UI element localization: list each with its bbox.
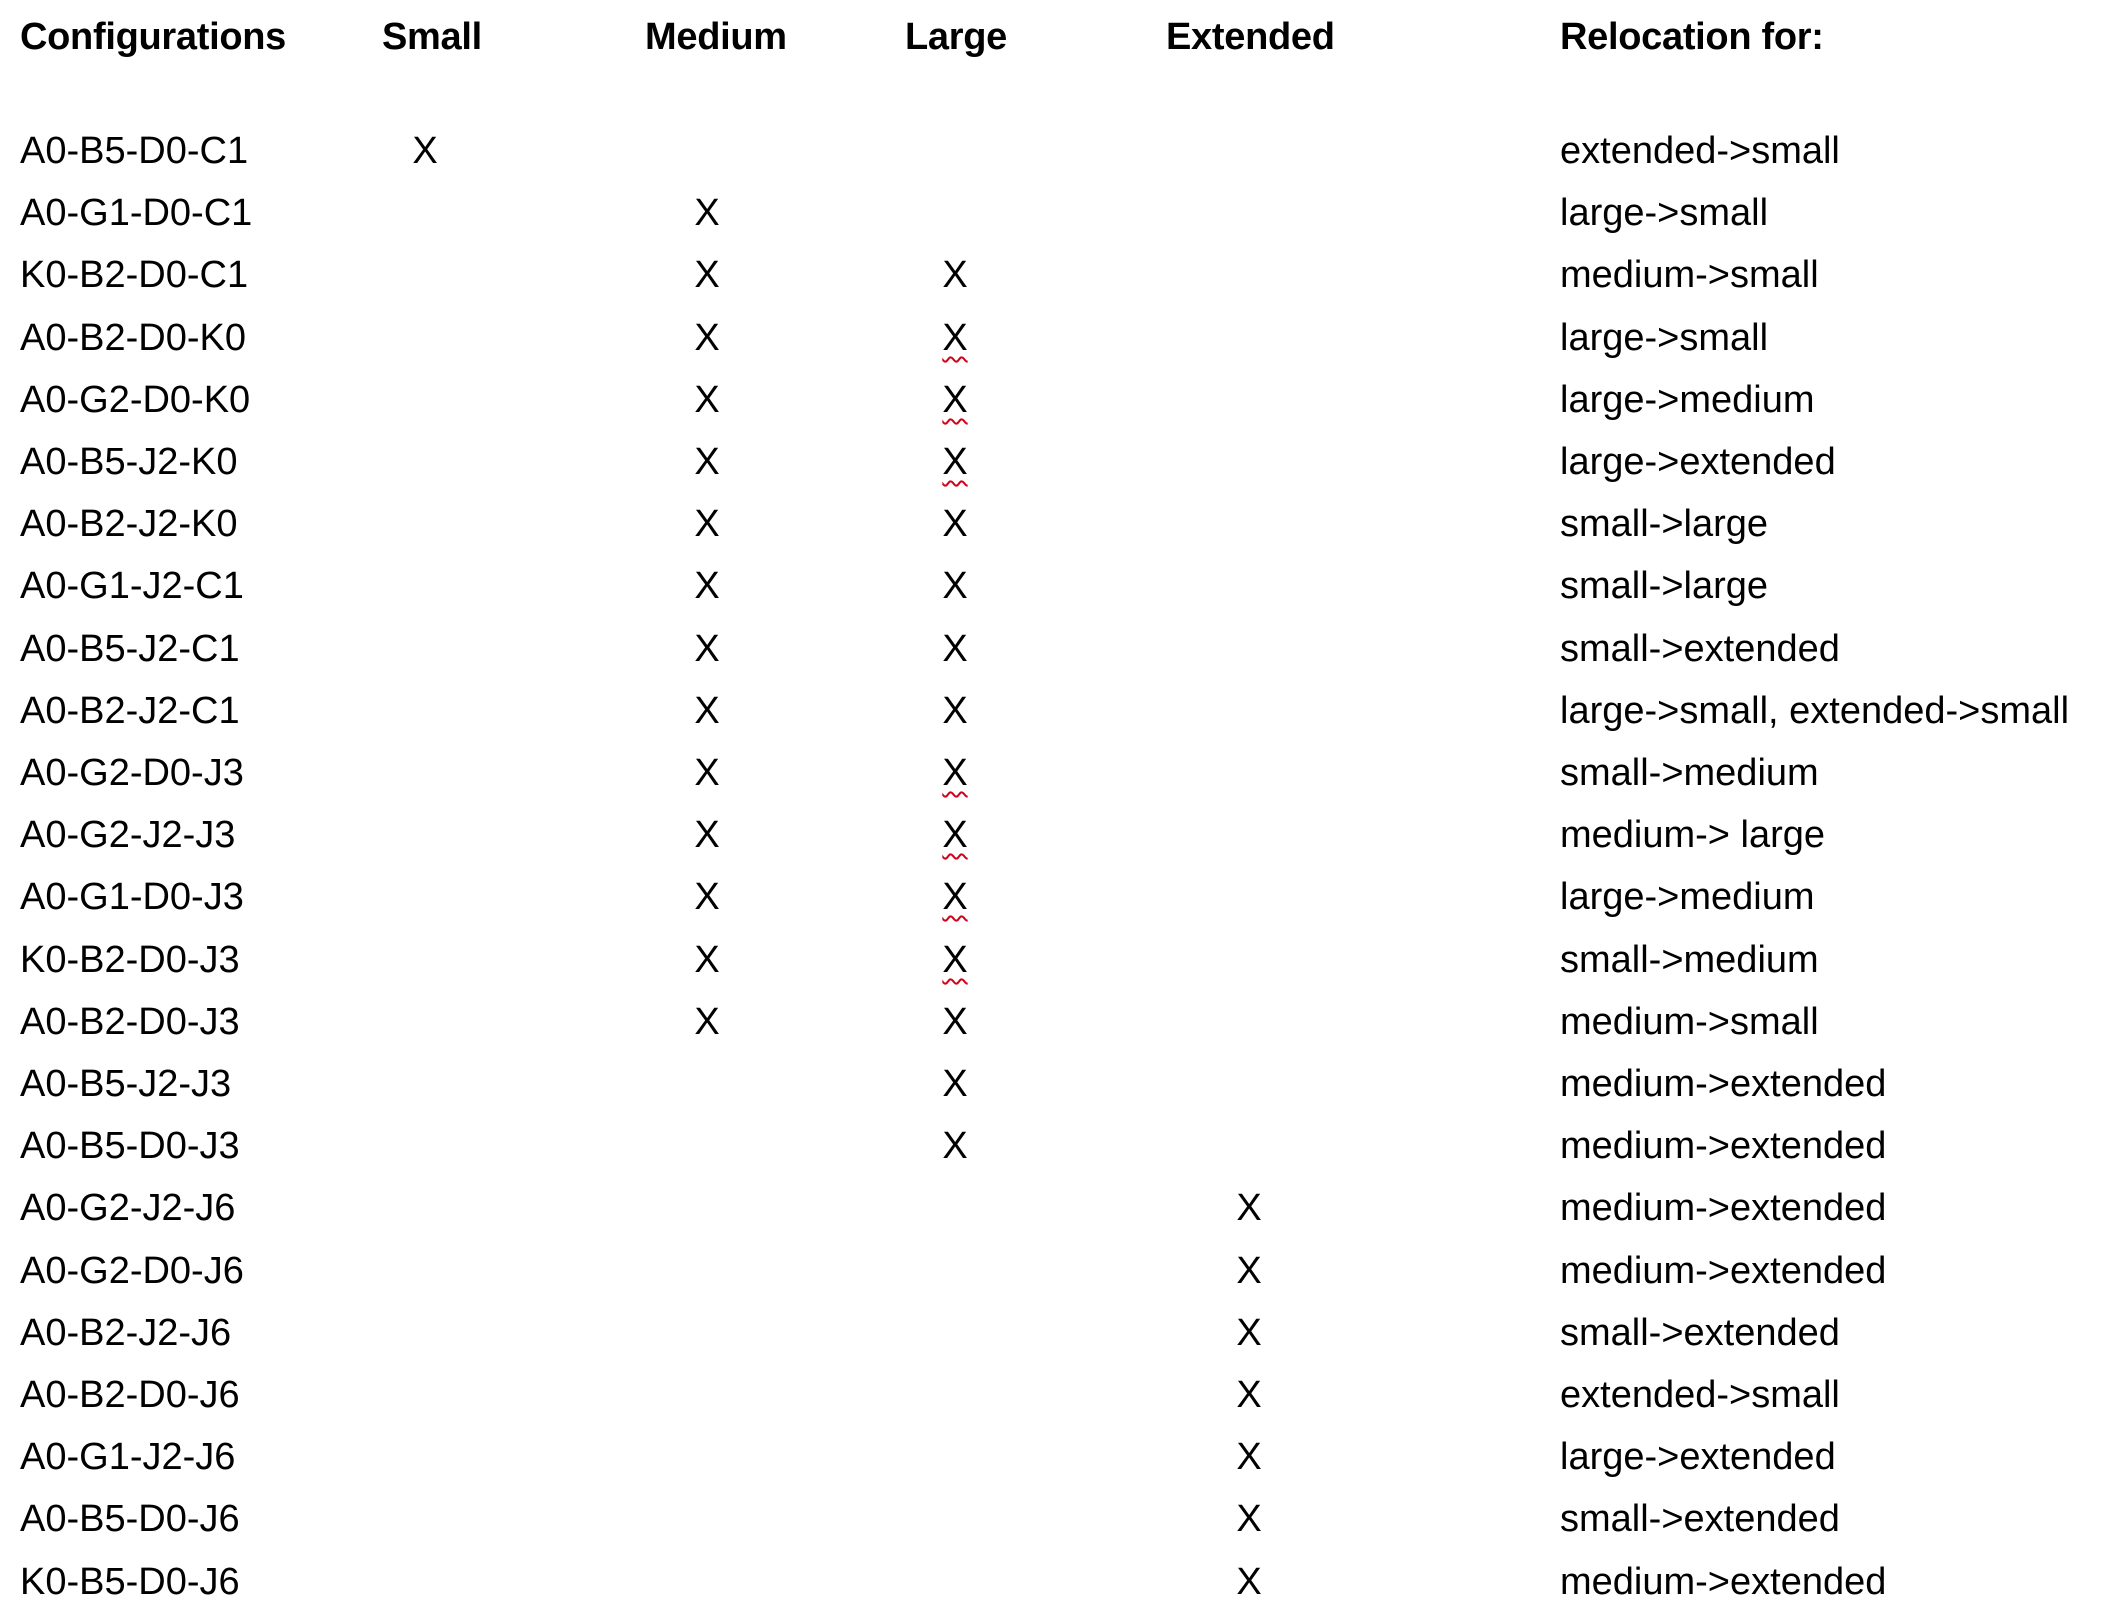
relocation-cell: small->large <box>1560 503 1769 545</box>
large-cell: X <box>942 814 968 856</box>
relocation-cell: large->medium <box>1560 379 1815 421</box>
medium-cell: X <box>694 876 720 918</box>
config-cell: K0-B2-D0-C1 <box>20 254 249 296</box>
config-cell: A0-B5-D0-J3 <box>20 1125 240 1167</box>
config-cell: A0-B2-D0-K0 <box>20 317 246 359</box>
extended-cell: X <box>1236 1498 1262 1540</box>
large-cell: X <box>942 939 968 981</box>
relocation-cell: medium->extended <box>1560 1125 1887 1167</box>
config-cell: K0-B2-D0-J3 <box>20 939 240 981</box>
table-row <box>0 431 2102 493</box>
large-cell: X <box>942 1125 968 1167</box>
relocation-cell: large->small, extended->small <box>1560 690 2070 732</box>
medium-cell: X <box>694 379 720 421</box>
table-row <box>0 1053 2102 1115</box>
extended-cell: X <box>1236 1436 1262 1478</box>
config-cell: A0-G1-D0-C1 <box>20 192 253 234</box>
config-cell: A0-B5-J2-C1 <box>20 628 240 670</box>
extended-cell: X <box>1236 1187 1262 1229</box>
config-cell: A0-G1-J2-C1 <box>20 565 244 607</box>
table-row <box>0 929 2102 991</box>
config-cell: A0-B2-D0-J6 <box>20 1374 240 1416</box>
config-cell: A0-B5-D0-J6 <box>20 1498 240 1540</box>
table-row <box>0 680 2102 742</box>
extended-cell: X <box>1236 1312 1262 1354</box>
table-row <box>0 618 2102 680</box>
extended-cell: X <box>1236 1250 1262 1292</box>
medium-cell: X <box>694 317 720 359</box>
config-cell: A0-G2-D0-J3 <box>20 752 244 794</box>
table-row <box>0 1177 2102 1239</box>
medium-cell: X <box>694 192 720 234</box>
relocation-cell: medium->small <box>1560 1001 1819 1043</box>
table-row <box>0 244 2102 306</box>
relocation-cell: medium->extended <box>1560 1063 1887 1105</box>
medium-cell: X <box>694 254 720 296</box>
config-cell: K0-B5-D0-J6 <box>20 1561 240 1603</box>
extended-cell: X <box>1236 1561 1262 1603</box>
relocation-cell: large->extended <box>1560 441 1836 483</box>
table-row <box>0 1551 2102 1613</box>
table-row <box>0 182 2102 244</box>
medium-cell: X <box>694 814 720 856</box>
large-cell: X <box>942 565 968 607</box>
relocation-cell: small->large <box>1560 565 1769 607</box>
large-cell: X <box>942 503 968 545</box>
extended-cell: X <box>1236 1374 1262 1416</box>
table-row <box>0 555 2102 617</box>
table-row <box>0 991 2102 1053</box>
table-row <box>0 1302 2102 1364</box>
config-cell: A0-B2-J2-K0 <box>20 503 238 545</box>
header-relocation: Relocation for: <box>1560 16 1824 58</box>
large-cell: X <box>942 1001 968 1043</box>
config-cell: A0-G1-J2-J6 <box>20 1436 236 1478</box>
relocation-cell: large->small <box>1560 192 1769 234</box>
config-cell: A0-B2-J2-J6 <box>20 1312 232 1354</box>
table-row <box>0 742 2102 804</box>
table-row <box>0 1488 2102 1550</box>
relocation-cell: extended->small <box>1560 1374 1840 1416</box>
medium-cell: X <box>694 939 720 981</box>
config-cell: A0-B5-J2-K0 <box>20 441 238 483</box>
medium-cell: X <box>694 565 720 607</box>
medium-cell: X <box>694 752 720 794</box>
table-row <box>0 1240 2102 1302</box>
large-cell: X <box>942 628 968 670</box>
relocation-cell: large->medium <box>1560 876 1815 918</box>
large-cell: X <box>942 317 968 359</box>
table-row <box>0 1426 2102 1488</box>
relocation-cell: medium->extended <box>1560 1250 1887 1292</box>
relocation-cell: small->extended <box>1560 628 1840 670</box>
relocation-cell: medium->extended <box>1560 1187 1887 1229</box>
relocation-cell: medium->extended <box>1560 1561 1887 1603</box>
header-small: Small <box>382 16 482 58</box>
large-cell: X <box>942 876 968 918</box>
config-cell: A0-G2-J2-J3 <box>20 814 236 856</box>
table-row <box>0 493 2102 555</box>
table-row <box>0 120 2102 182</box>
medium-cell: X <box>694 628 720 670</box>
medium-cell: X <box>694 690 720 732</box>
medium-cell: X <box>694 1001 720 1043</box>
large-cell: X <box>942 1063 968 1105</box>
config-cell: A0-B5-J2-J3 <box>20 1063 232 1105</box>
large-cell: X <box>942 690 968 732</box>
table-row <box>0 804 2102 866</box>
header-large: Large <box>905 16 1007 58</box>
config-cell: A0-B5-D0-C1 <box>20 130 249 172</box>
config-cell: A0-B2-D0-J3 <box>20 1001 240 1043</box>
table-row <box>0 866 2102 928</box>
relocation-cell: large->extended <box>1560 1436 1836 1478</box>
large-cell: X <box>942 379 968 421</box>
small-cell: X <box>412 130 438 172</box>
large-cell: X <box>942 254 968 296</box>
table-row <box>0 307 2102 369</box>
config-cell: A0-G1-D0-J3 <box>20 876 244 918</box>
config-cell: A0-B2-J2-C1 <box>20 690 240 732</box>
config-cell: A0-G2-D0-K0 <box>20 379 251 421</box>
relocation-cell: small->extended <box>1560 1312 1840 1354</box>
header-medium: Medium <box>645 16 787 58</box>
header-configurations: Configurations <box>20 16 286 58</box>
relocation-cell: extended->small <box>1560 130 1840 172</box>
relocation-cell: medium-> large <box>1560 814 1826 856</box>
relocation-cell: small->extended <box>1560 1498 1840 1540</box>
relocation-cell: medium->small <box>1560 254 1819 296</box>
table-row <box>0 1364 2102 1426</box>
medium-cell: X <box>694 503 720 545</box>
large-cell: X <box>942 752 968 794</box>
relocation-cell: large->small <box>1560 317 1769 359</box>
large-cell: X <box>942 441 968 483</box>
relocation-cell: small->medium <box>1560 939 1819 981</box>
table-header-row <box>0 6 2102 68</box>
medium-cell: X <box>694 441 720 483</box>
relocation-cell: small->medium <box>1560 752 1819 794</box>
config-cell: A0-G2-D0-J6 <box>20 1250 244 1292</box>
header-extended: Extended <box>1166 16 1335 58</box>
table-row <box>0 369 2102 431</box>
config-cell: A0-G2-J2-J6 <box>20 1187 236 1229</box>
table-row <box>0 1115 2102 1177</box>
